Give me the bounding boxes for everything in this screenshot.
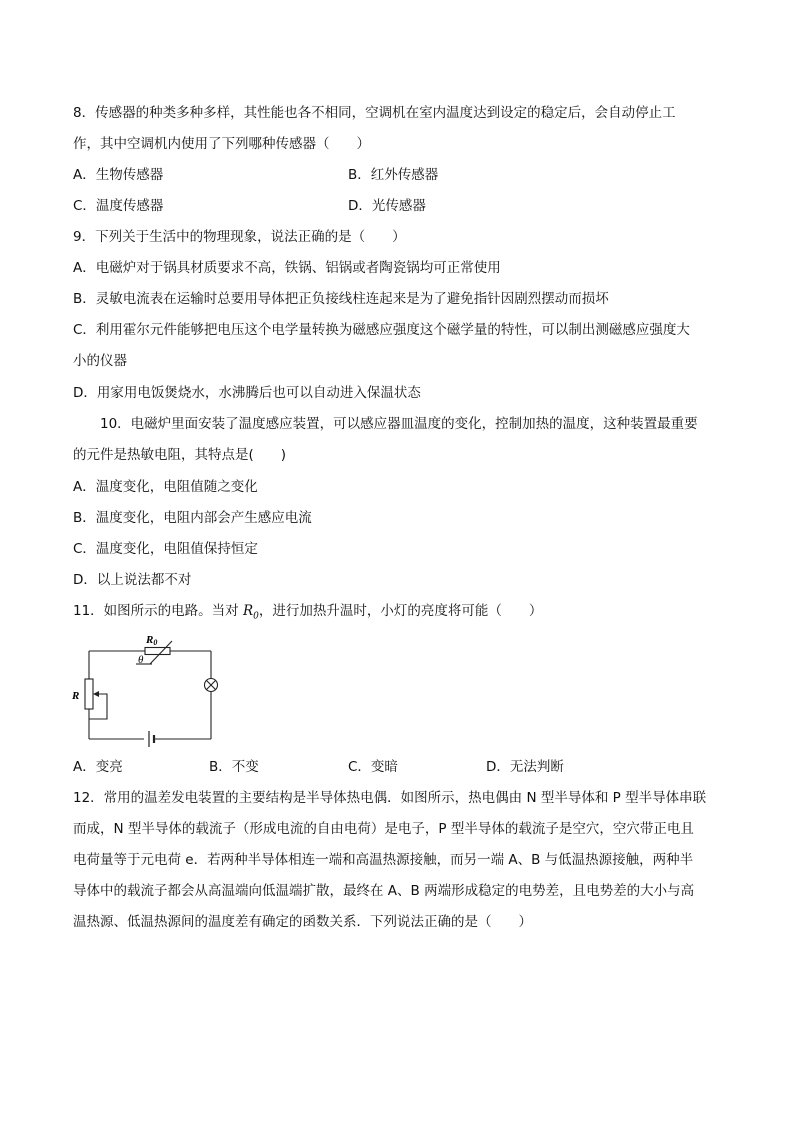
q9-stem: 9．下列关于生活中的物理现象，说法正确的是（ ） [73, 229, 406, 245]
q8-stem-line2: 作，其中空调机内使用了下列哪种传感器（ ） [73, 136, 370, 152]
q11-stem-r0: $R_0$ [242, 603, 259, 622]
q9-option-c-line1: C．利用霍尔元件能够把电压这个电学量转换为磁感应强度这个磁学量的特性，可以制出测磁感应强度大 [73, 322, 690, 338]
q11-option-a: A．变亮 [73, 759, 123, 775]
q11-stem-post: ，进行加热升温时，小灯的亮度将可能（ ） [258, 603, 543, 619]
circuit-label-theta: θ [138, 654, 144, 666]
q10-option-b: B．温度变化，电阻内部会产生感应电流 [73, 510, 312, 526]
circuit-label-r0: R0 [146, 634, 158, 647]
q9-option-b: B．灵敏电流表在运输时总要用导体把正负接线柱连起来是为了避免指针因剧烈摆动而损坏 [73, 291, 609, 307]
q10-option-d: D．以上说法都不对 [73, 572, 192, 588]
q10-option-c: C．温度变化，电阻值保持恒定 [73, 541, 258, 557]
q9-option-c-line2: 小的仪器 [73, 353, 127, 369]
q11-option-b: B．不变 [209, 759, 259, 775]
q8-stem-line1: 8．传感器的种类多种多样，其性能也各不相同，空调机在室内温度达到设定的稳定后，会自动停止工 [73, 105, 676, 121]
circuit-label-r: R [72, 690, 80, 702]
q12-line3: 电荷量等于元电荷 e．若两种半导体相连一端和高温热源接触，而另一端 A、B 与低温热源接触，两种半 [73, 852, 694, 868]
q11-stem [73, 601, 542, 627]
thermistor-r0-body [145, 648, 170, 655]
q10-option-a: A．温度变化，电阻值随之变化 [73, 479, 258, 495]
q12-line2: 而成，N 型半导体的载流子（形成电流的自由电荷）是电子，P 型半导体的载流子是空穴，空穴带正电且 [73, 821, 694, 837]
q8-option-a: A．生物传感器 [73, 167, 164, 183]
q8-option-b: B．红外传感器 [348, 167, 439, 183]
q8-option-d: D．光传感器 [348, 198, 426, 214]
rheostat-slider-wire [89, 694, 107, 719]
rheostat-body [85, 679, 93, 709]
q9-option-d: D．用家用电饭煲烧水，水沸腾后也可以自动进入保温状态 [73, 385, 421, 401]
q10-stem-line1: 10．电磁炉里面安装了温度感应装置，可以感应器皿温度的变化，控制加热的温度，这种装置最重要 [100, 416, 698, 432]
q9-option-a: A．电磁炉对于锅具材质要求不高，铁锅、铝锅或者陶瓷锅均可正常使用 [73, 260, 501, 276]
q12-line1: 12．常用的温差发电装置的主要结构是半导体热电偶．如图所示，热电偶由 N 型半导体和 P 型半导体串联 [73, 790, 707, 806]
q12-line4: 导体中的载流子都会从高温端向低温端扩散，最终在 A、B 两端形成稳定的电势差，且电势差的大小与高 [73, 883, 695, 899]
q10-stem-line2: 的元件是热敏电阻，其特点是( ) [73, 447, 287, 463]
q11-stem-pre: 11．如图所示的电路。当对 [73, 603, 243, 619]
q11-circuit-diagram [72, 628, 222, 748]
q11-option-d: D．无法判断 [486, 759, 564, 775]
q11-option-c: C．变暗 [348, 759, 398, 775]
q12-line5: 温热源、低温热源间的温度差有确定的函数关系．下列说法正确的是（ ） [73, 914, 532, 930]
q8-option-c: C．温度传感器 [73, 198, 164, 214]
rheostat-slider-arrow [93, 691, 99, 697]
